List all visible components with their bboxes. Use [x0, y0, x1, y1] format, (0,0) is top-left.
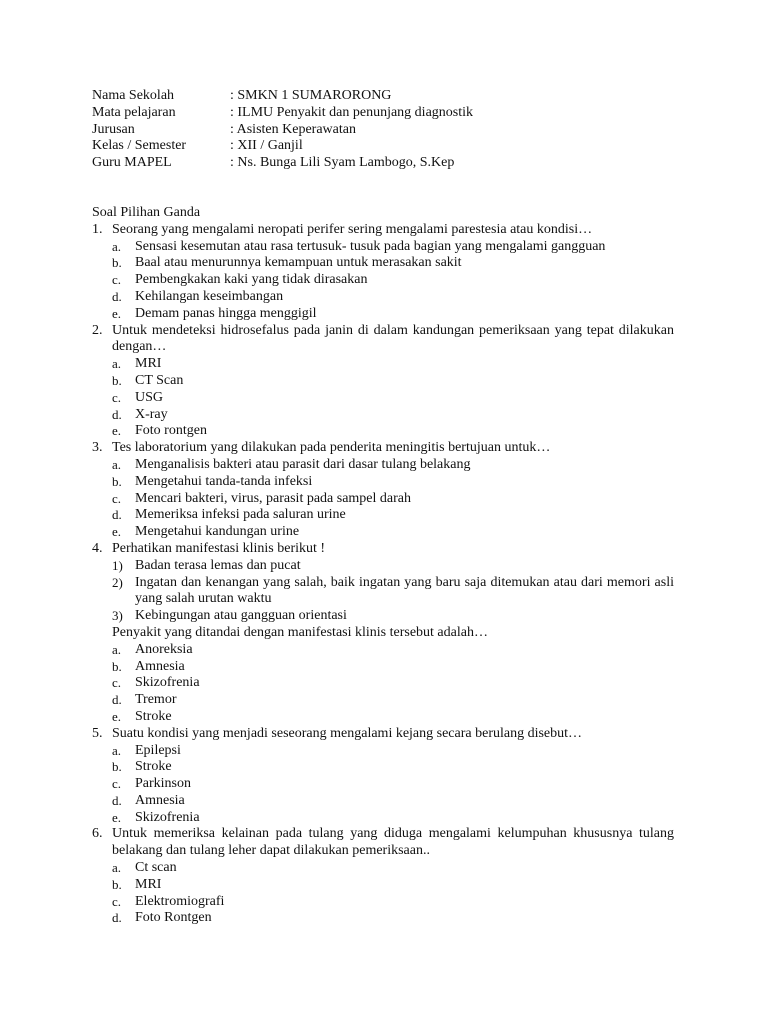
option-label: c.: [112, 389, 122, 405]
option-label: c.: [112, 490, 122, 506]
answer-option: [92, 255, 674, 272]
question-number: 6.: [92, 826, 103, 842]
option-label: c.: [112, 893, 122, 909]
statement-item: [92, 558, 674, 575]
answer-option: [92, 306, 674, 323]
option-label: a.: [112, 742, 122, 758]
statement-text: Kebingungan atau gangguan orientasi: [135, 608, 347, 624]
option-text: Anoreksia: [135, 641, 193, 657]
option-text: Mengetahui tanda-tanda infeksi: [135, 473, 313, 489]
option-text: Kehilangan keseimbangan: [135, 288, 284, 304]
question-section: [92, 205, 674, 927]
statement-label: 3): [112, 608, 123, 624]
option-text: Mengetahui kandungan urine: [135, 524, 300, 540]
option-label: a.: [112, 238, 122, 254]
answer-option: [92, 373, 674, 390]
answer-option: [92, 759, 674, 776]
answer-option: [92, 390, 674, 407]
question-number: 4.: [92, 540, 103, 556]
option-text: Foto Rontgen: [135, 910, 212, 926]
option-label: a.: [112, 641, 122, 657]
answer-option: [92, 877, 674, 894]
answer-option: [92, 793, 674, 810]
option-label: b.: [112, 658, 122, 674]
section-title: Soal Pilihan Ganda: [92, 205, 201, 220]
question-block: [92, 826, 674, 927]
option-text: Foto rontgen: [135, 423, 207, 439]
question-block: [92, 440, 674, 541]
answer-option: [92, 810, 674, 827]
header-label: Jurusan: [92, 121, 135, 137]
option-label: d.: [112, 288, 122, 304]
option-label: d.: [112, 910, 122, 926]
header-label: Nama Sekolah: [92, 88, 175, 103]
option-text: Demam panas hingga menggigil: [135, 305, 317, 321]
option-text: Tremor: [135, 692, 177, 708]
option-text: Mencari bakteri, virus, parasit pada sampel darah: [135, 490, 412, 506]
option-text: Ct scan: [135, 860, 177, 876]
header-row: [92, 122, 692, 139]
option-label: e.: [112, 305, 122, 321]
answer-option: [92, 675, 674, 692]
question-text: Suatu kondisi yang menjadi seseorang mengalami kejang secara berulang disebut…: [112, 725, 583, 741]
statement-text: Ingatan dan kenangan yang salah, baik ingatan yang baru saja ditemukan atau dari memori asli yang salah urutan waktu: [135, 574, 674, 607]
question-row: [92, 826, 674, 860]
header-row: [92, 155, 692, 172]
option-label: b.: [112, 759, 122, 775]
option-text: Pembengkakan kaki yang tidak dirasakan: [135, 272, 368, 288]
answer-option: [92, 356, 674, 373]
option-text: CT Scan: [135, 372, 184, 388]
option-label: c.: [112, 272, 122, 288]
question-prompt: Penyakit yang ditandai dengan manifestasi klinis tersebut adalah…: [112, 624, 488, 640]
option-label: b.: [112, 876, 122, 892]
question-list: [92, 222, 674, 927]
header-label: Guru MAPEL: [92, 155, 172, 171]
option-label: b.: [112, 473, 122, 489]
answer-option: [92, 692, 674, 709]
option-text: Stroke: [135, 708, 172, 724]
question-text: Tes laboratorium yang dilakukan pada penderita meningitis bertujuan untuk…: [112, 440, 551, 456]
option-text: X-ray: [135, 406, 168, 422]
option-text: Amnesia: [135, 792, 185, 808]
question-number: 3.: [92, 440, 103, 456]
option-text: Parkinson: [135, 776, 191, 792]
option-label: e.: [112, 708, 122, 724]
answer-option: [92, 457, 674, 474]
statement-text: Badan terasa lemas dan pucat: [135, 557, 301, 573]
option-label: a.: [112, 356, 122, 372]
question-number: 5.: [92, 725, 103, 741]
question-text: Perhatikan manifestasi klinis berikut !: [112, 540, 326, 556]
option-text: USG: [135, 389, 164, 405]
header-row: [92, 105, 692, 122]
answer-option: [92, 524, 674, 541]
statement-label: 1): [112, 557, 123, 573]
document-header: [92, 88, 692, 172]
option-text: Epilepsi: [135, 742, 181, 758]
answer-option: [92, 709, 674, 726]
question-text: Seorang yang mengalami neropati perifer sering mengalami parestesia atau kondisi…: [112, 221, 593, 237]
option-text: Skizofrenia: [135, 675, 200, 691]
option-label: d.: [112, 792, 122, 808]
answer-option: [92, 407, 674, 424]
header-label: Kelas / Semester: [92, 138, 187, 154]
question-block: [92, 541, 674, 726]
question-text: Untuk memeriksa kelainan pada tulang yang diduga mengalami kelumpuhan khususnya tulang belakang dan tulang leher dapat dilakukan pemeriksaan..: [112, 826, 674, 859]
answer-option: [92, 491, 674, 508]
option-label: e.: [112, 423, 122, 439]
header-row: [92, 138, 692, 155]
question-block: [92, 222, 674, 323]
option-label: b.: [112, 255, 122, 271]
question-row: [92, 222, 674, 239]
answer-option: [92, 659, 674, 676]
option-label: e.: [112, 524, 122, 540]
option-label: a.: [112, 456, 122, 472]
answer-option: [92, 894, 674, 911]
option-text: Menganalisis bakteri atau parasit dari dasar tulang belakang: [135, 456, 471, 472]
question-row: [92, 541, 674, 558]
question-row: [92, 323, 674, 357]
option-label: c.: [112, 675, 122, 691]
option-label: d.: [112, 507, 122, 523]
header-value: : Asisten Keperawatan: [230, 121, 356, 137]
question-number: 1.: [92, 221, 103, 237]
header-value: : Ns. Bunga Lili Syam Lambogo, S.Kep: [230, 155, 455, 171]
option-text: Stroke: [135, 759, 172, 775]
answer-option: [92, 423, 674, 440]
answer-option: [92, 910, 674, 927]
question-block: [92, 726, 674, 827]
answer-option: [92, 239, 674, 256]
question-number: 2.: [92, 322, 103, 338]
option-label: e.: [112, 809, 122, 825]
answer-option: [92, 289, 674, 306]
option-text: Elektromiografi: [135, 893, 225, 909]
option-text: Memeriksa infeksi pada saluran urine: [135, 507, 346, 523]
option-text: Skizofrenia: [135, 809, 200, 825]
answer-option: [92, 642, 674, 659]
answer-option: [92, 507, 674, 524]
option-text: Amnesia: [135, 658, 185, 674]
option-label: b.: [112, 372, 122, 388]
option-label: d.: [112, 406, 122, 422]
option-text: Baal atau menurunnya kemampuan untuk merasakan sakit: [135, 255, 462, 271]
question-row: [92, 726, 674, 743]
statement-label: 2): [112, 574, 123, 590]
option-text: MRI: [135, 356, 162, 372]
answer-option: [92, 743, 674, 760]
answer-option: [92, 272, 674, 289]
option-label: c.: [112, 776, 122, 792]
header-value: : SMKN 1 SUMARORONG: [230, 88, 392, 103]
question-row: [92, 440, 674, 457]
option-label: d.: [112, 692, 122, 708]
statement-item: [92, 608, 674, 625]
answer-option: [92, 776, 674, 793]
option-label: a.: [112, 860, 122, 876]
option-text: MRI: [135, 876, 162, 892]
header-row: [92, 88, 692, 105]
header-value: : XII / Ganjil: [230, 138, 303, 154]
question-text: Untuk mendeteksi hidrosefalus pada janin di dalam kandungan pemeriksaan yang tepat dilakukan dengan…: [112, 322, 674, 355]
header-value: : ILMU Penyakit dan penunjang diagnostik: [230, 104, 474, 120]
answer-option: [92, 860, 674, 877]
answer-option: [92, 474, 674, 491]
statement-item: [92, 575, 674, 609]
header-label: Mata pelajaran: [92, 104, 176, 120]
option-text: Sensasi kesemutan atau rasa tertusuk- tusuk pada bagian yang mengalami gangguan: [135, 238, 606, 254]
question-block: [92, 323, 674, 441]
